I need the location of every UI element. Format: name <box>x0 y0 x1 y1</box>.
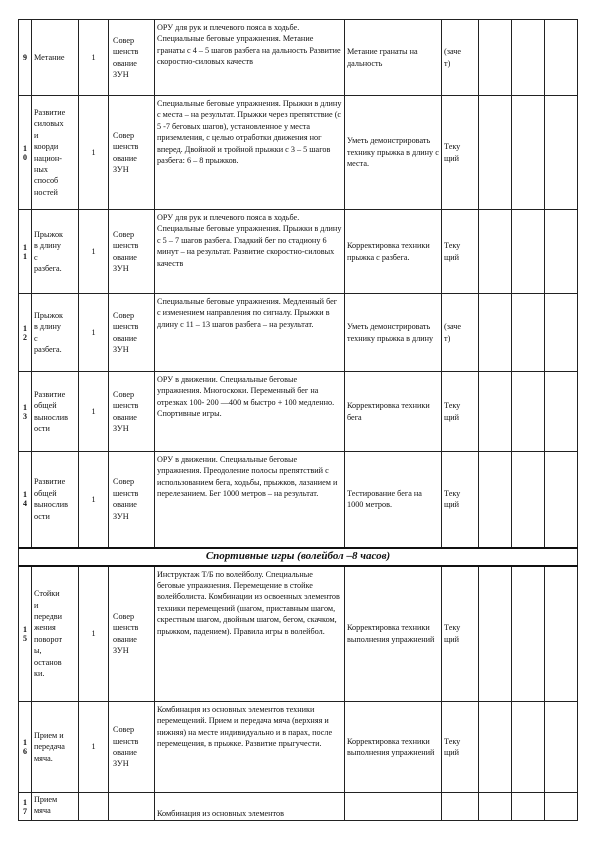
lesson-type: Совер шенств ование ЗУН <box>109 294 155 372</box>
lesson-plan-table <box>18 19 578 821</box>
lesson-requirements: Корректировка техники прыжка с разбега. <box>345 210 442 294</box>
empty-cell <box>545 20 578 96</box>
empty-cell <box>545 372 578 452</box>
lesson-number: 1 1 <box>19 210 32 294</box>
lesson-number: 1 6 <box>19 702 32 793</box>
table-row <box>19 566 578 702</box>
lesson-topic: Развитие общей вынослив ости <box>32 372 79 452</box>
table-row <box>19 96 578 210</box>
empty-cell <box>512 20 545 96</box>
table-row <box>19 210 578 294</box>
empty-cell <box>512 793 545 821</box>
empty-cell <box>512 372 545 452</box>
lesson-hours <box>79 793 109 821</box>
lesson-hours: 1 <box>79 210 109 294</box>
empty-cell <box>479 372 512 452</box>
lesson-type <box>109 793 155 821</box>
empty-cell <box>512 452 545 548</box>
lesson-requirements: Уметь демонстрировать технику прыжка в длину <box>345 294 442 372</box>
lesson-type: Совер шенств ование ЗУН <box>109 702 155 793</box>
empty-cell <box>479 20 512 96</box>
lesson-content: ОРУ для рук и плечевого пояса в ходьбе. Специальные беговые упражнения. Метание гранаты с 4 – 5 шагов разбега на дальность Развитие скоростно-силовых качеств <box>155 20 345 96</box>
empty-cell <box>479 566 512 702</box>
lesson-content: Комбинация из основных элементов <box>155 793 345 821</box>
lesson-number: 1 0 <box>19 96 32 210</box>
empty-cell <box>479 702 512 793</box>
empty-cell <box>512 96 545 210</box>
lesson-requirements: Метание гранаты на дальность <box>345 20 442 96</box>
lesson-control: Теку щий <box>442 372 479 452</box>
lesson-control <box>442 793 479 821</box>
lesson-requirements: Тестирование бега на 1000 метров. <box>345 452 442 548</box>
lesson-requirements: Уметь демонстрировать технику прыжка в длину с места. <box>345 96 442 210</box>
lesson-number: 1 4 <box>19 452 32 548</box>
lesson-number: 1 5 <box>19 566 32 702</box>
lesson-type: Совер шенств ование ЗУН <box>109 452 155 548</box>
table-row <box>19 702 578 793</box>
lesson-content: Специальные беговые упражнения. Медленный бег с изменением направления по сигналу. Прыжки в длину с 11 – 13 шагов разбега – на результат. <box>155 294 345 372</box>
empty-cell <box>479 793 512 821</box>
empty-cell <box>545 793 578 821</box>
lesson-requirements: Корректировка техники выполнения упражнений <box>345 566 442 702</box>
empty-cell <box>479 210 512 294</box>
lesson-number: 1 2 <box>19 294 32 372</box>
lesson-hours: 1 <box>79 452 109 548</box>
lesson-content: Специальные беговые упражнения. Прыжки в длину с места – на результат. Прыжки через препятствие (с 5 -7 беговых шагов), установленное у места приземления, с целью отработки движения ног вперед. Двойной и тройной прыжки с 3 – 5 шагов разбега: 6 – 8 прыжков. <box>155 96 345 210</box>
lesson-number: 9 <box>19 20 32 96</box>
lesson-hours: 1 <box>79 294 109 372</box>
lesson-content: Инструктаж Т/Б по волейболу. Специальные беговые упражнения. Перемещение в стойке волейболиста. Комбинации из освоенных элементов техники перемещений (шагом, приставным шагом, скрестным шагом, двойным шагом, бегом, скачком, прыжком, падением). Правила игры в волейбол. <box>155 566 345 702</box>
empty-cell <box>545 702 578 793</box>
empty-cell <box>479 294 512 372</box>
empty-cell <box>545 452 578 548</box>
lesson-topic: Прыжок в длину с разбега. <box>32 294 79 372</box>
empty-cell <box>545 566 578 702</box>
empty-cell <box>512 566 545 702</box>
lesson-type: Совер шенств ование ЗУН <box>109 372 155 452</box>
lesson-topic: Прием мяча <box>32 793 79 821</box>
lesson-content: ОРУ в движении. Специальные беговые упражнения. Преодоление полосы препятствий с использованием бега, ходьбы, прыжков, лазанием и перелезанием. Бег 1000 метров – на результат. <box>155 452 345 548</box>
lesson-control: Теку щий <box>442 702 479 793</box>
empty-cell <box>512 294 545 372</box>
lesson-hours: 1 <box>79 372 109 452</box>
lesson-requirements: Корректировка техники выполнения упражнений <box>345 702 442 793</box>
table-row <box>19 294 578 372</box>
lesson-control: Теку щий <box>442 210 479 294</box>
lesson-requirements <box>345 793 442 821</box>
empty-cell <box>545 294 578 372</box>
lesson-type: Совер шенств ование ЗУН <box>109 566 155 702</box>
lesson-control: (заче т) <box>442 20 479 96</box>
lesson-hours: 1 <box>79 96 109 210</box>
lesson-topic: Метание <box>32 20 79 96</box>
table-row <box>19 793 578 821</box>
lesson-type: Совер шенств ование ЗУН <box>109 96 155 210</box>
table-row <box>19 20 578 96</box>
lesson-content: Комбинация из основных элементов техники перемещений. Прием и передача мяча (верхняя и нижняя) на месте индивидуально и в парах, после перемещения, в прыжке. Развитие прыгучести. <box>155 702 345 793</box>
empty-cell <box>479 452 512 548</box>
lesson-number: 1 7 <box>19 793 32 821</box>
lesson-topic: Развитие общей вынослив ости <box>32 452 79 548</box>
lesson-number: 1 3 <box>19 372 32 452</box>
lesson-control: Теку щий <box>442 452 479 548</box>
empty-cell <box>479 96 512 210</box>
lesson-control: Теку щий <box>442 96 479 210</box>
lesson-topic: Развитие силовых и коорди национ- ных способ ностей <box>32 96 79 210</box>
table-row <box>19 372 578 452</box>
lesson-content: ОРУ в движении. Специальные беговые упражнения. Многоскоки. Переменный бег на отрезках 100- 200 —400 м быстро + 100 медленно. Спортивные игры. <box>155 372 345 452</box>
lesson-topic: Прием и передача мяча. <box>32 702 79 793</box>
lesson-hours: 1 <box>79 20 109 96</box>
empty-cell <box>545 210 578 294</box>
lesson-type: Совер шенств ование ЗУН <box>109 210 155 294</box>
lesson-control: Теку щий <box>442 566 479 702</box>
empty-cell <box>512 210 545 294</box>
lesson-topic: Прыжок в длину с разбега. <box>32 210 79 294</box>
lesson-hours: 1 <box>79 566 109 702</box>
lesson-requirements: Корректировка техники бега <box>345 372 442 452</box>
lesson-topic: Стойки и передви жения поворот ы, останов ки. <box>32 566 79 702</box>
empty-cell <box>545 96 578 210</box>
lesson-content: ОРУ для рук и плечевого пояса в ходьбе. Специальные беговые упражнения. Прыжки в длину с 5 – 7 шагов разбега. Гладкий бег по стадиону 6 минут – на результат. Развитие скоростно-силовых качеств <box>155 210 345 294</box>
section-header-row <box>19 548 578 566</box>
lesson-hours: 1 <box>79 702 109 793</box>
table-row <box>19 452 578 548</box>
lesson-control: (заче т) <box>442 294 479 372</box>
lesson-type: Совер шенств ование ЗУН <box>109 20 155 96</box>
empty-cell <box>512 702 545 793</box>
section-title: Спортивные игры (волейбол –8 часов) <box>19 548 578 566</box>
